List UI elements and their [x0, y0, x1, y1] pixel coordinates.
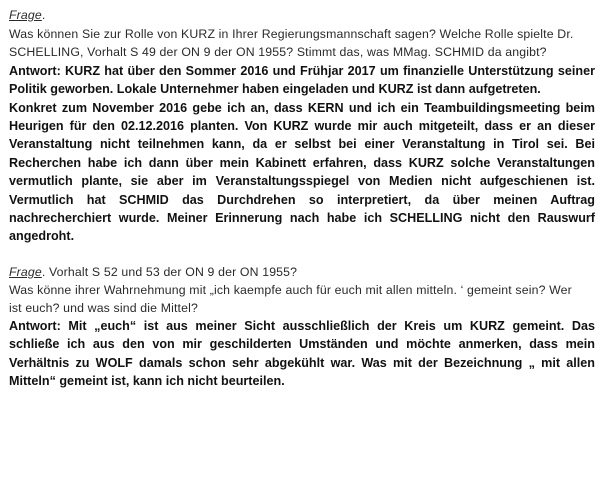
answer-text-line: Vermutlich hat SCHMID das Durchdrehen so interpretiert, da über meinen Auftrag — [9, 192, 595, 207]
question-block-1 — [9, 6, 595, 62]
paragraph-spacer — [9, 246, 595, 263]
question-text-line: ist euch? und was sind die Mittel? — [9, 300, 198, 315]
answer-text-line: Recherchen habe ich dann über mein Kabinett erfahren, dass KURZ solche Veranstaltungen — [9, 155, 595, 170]
answer-text-line: Verhältnis zu WOLF damals schon sehr abgekühlt war. Was mit der Bezeichnung „ mit allen — [9, 355, 595, 370]
answer-text-line: Antwort: Mit „euch“ ist aus meiner Sicht ausschließlich der Kreis um KURZ gemeint. Das — [9, 318, 595, 333]
question-text-line: Was können Sie zur Rolle von KURZ in Ihrer Regierungsmannschaft sagen? Welche Rolle spielte Dr. — [9, 26, 574, 41]
answer-block-1 — [9, 62, 595, 246]
answer-text-line: Politik geworben. Lokale Unternehmer haben eingeladen und KURZ ist dann aufgetreten. — [9, 82, 541, 97]
answer-text-line: schließe ich aus den von mir geschilderten Umständen und möchte anmerken, dass mein — [9, 337, 595, 352]
question-block-2 — [9, 263, 595, 317]
question-heading: Frage. — [9, 8, 46, 22]
answer-text-line: Konkret zum November 2016 gebe ich an, dass KERN und ich ein Teambuildingsmeeting beim — [9, 100, 595, 115]
answer-block-2 — [9, 317, 595, 391]
answer-text-line: Heurigen für den 02.12.2016 planten. Von KURZ wurde mir auch mitgeteilt, dass er an dieser — [9, 119, 595, 133]
answer-text-line: nachrecherchiert wurde. Meiner Erinnerung nach habe ich SCHELLING nicht den Rauswurf — [9, 211, 595, 226]
question-text-line: SCHELLING, Vorhalt S 49 der ON 9 der ON 1955? Stimmt das, was MMag. SCHMID da angibt? — [9, 45, 547, 60]
question-text-line: Was könne ihrer Wahrnehmung mit „ich kaempfe auch für euch mit allen mitteln. ‘ gemeint sein? Wer — [9, 282, 572, 297]
question-text-inline: . Vorhalt S 52 und 53 der ON 9 der ON 1955? — [41, 264, 298, 279]
answer-text-line: angedroht. — [9, 229, 75, 244]
answer-text-line: Antwort: KURZ hat über den Sommer 2016 und Frühjar 2017 um finanzielle Unterstützung seiner — [9, 63, 595, 78]
answer-text-line: Mitteln“ gemeint ist, kann ich nicht beurteilen. — [9, 374, 285, 389]
answer-text-line: vermutlich plante, sie aber im Veranstaltungsspiegel von Medien nicht aufgeschienen ist. — [9, 174, 595, 189]
frage-label: Frage — [9, 8, 42, 22]
frage-label: Frage — [9, 264, 42, 279]
question-heading — [9, 263, 595, 281]
document-page — [9, 6, 595, 390]
answer-text-line: Veranstaltung nicht teilnehmen kann, da er selbst bei einer Veranstaltung in Tirol sei. Bei — [9, 137, 595, 152]
